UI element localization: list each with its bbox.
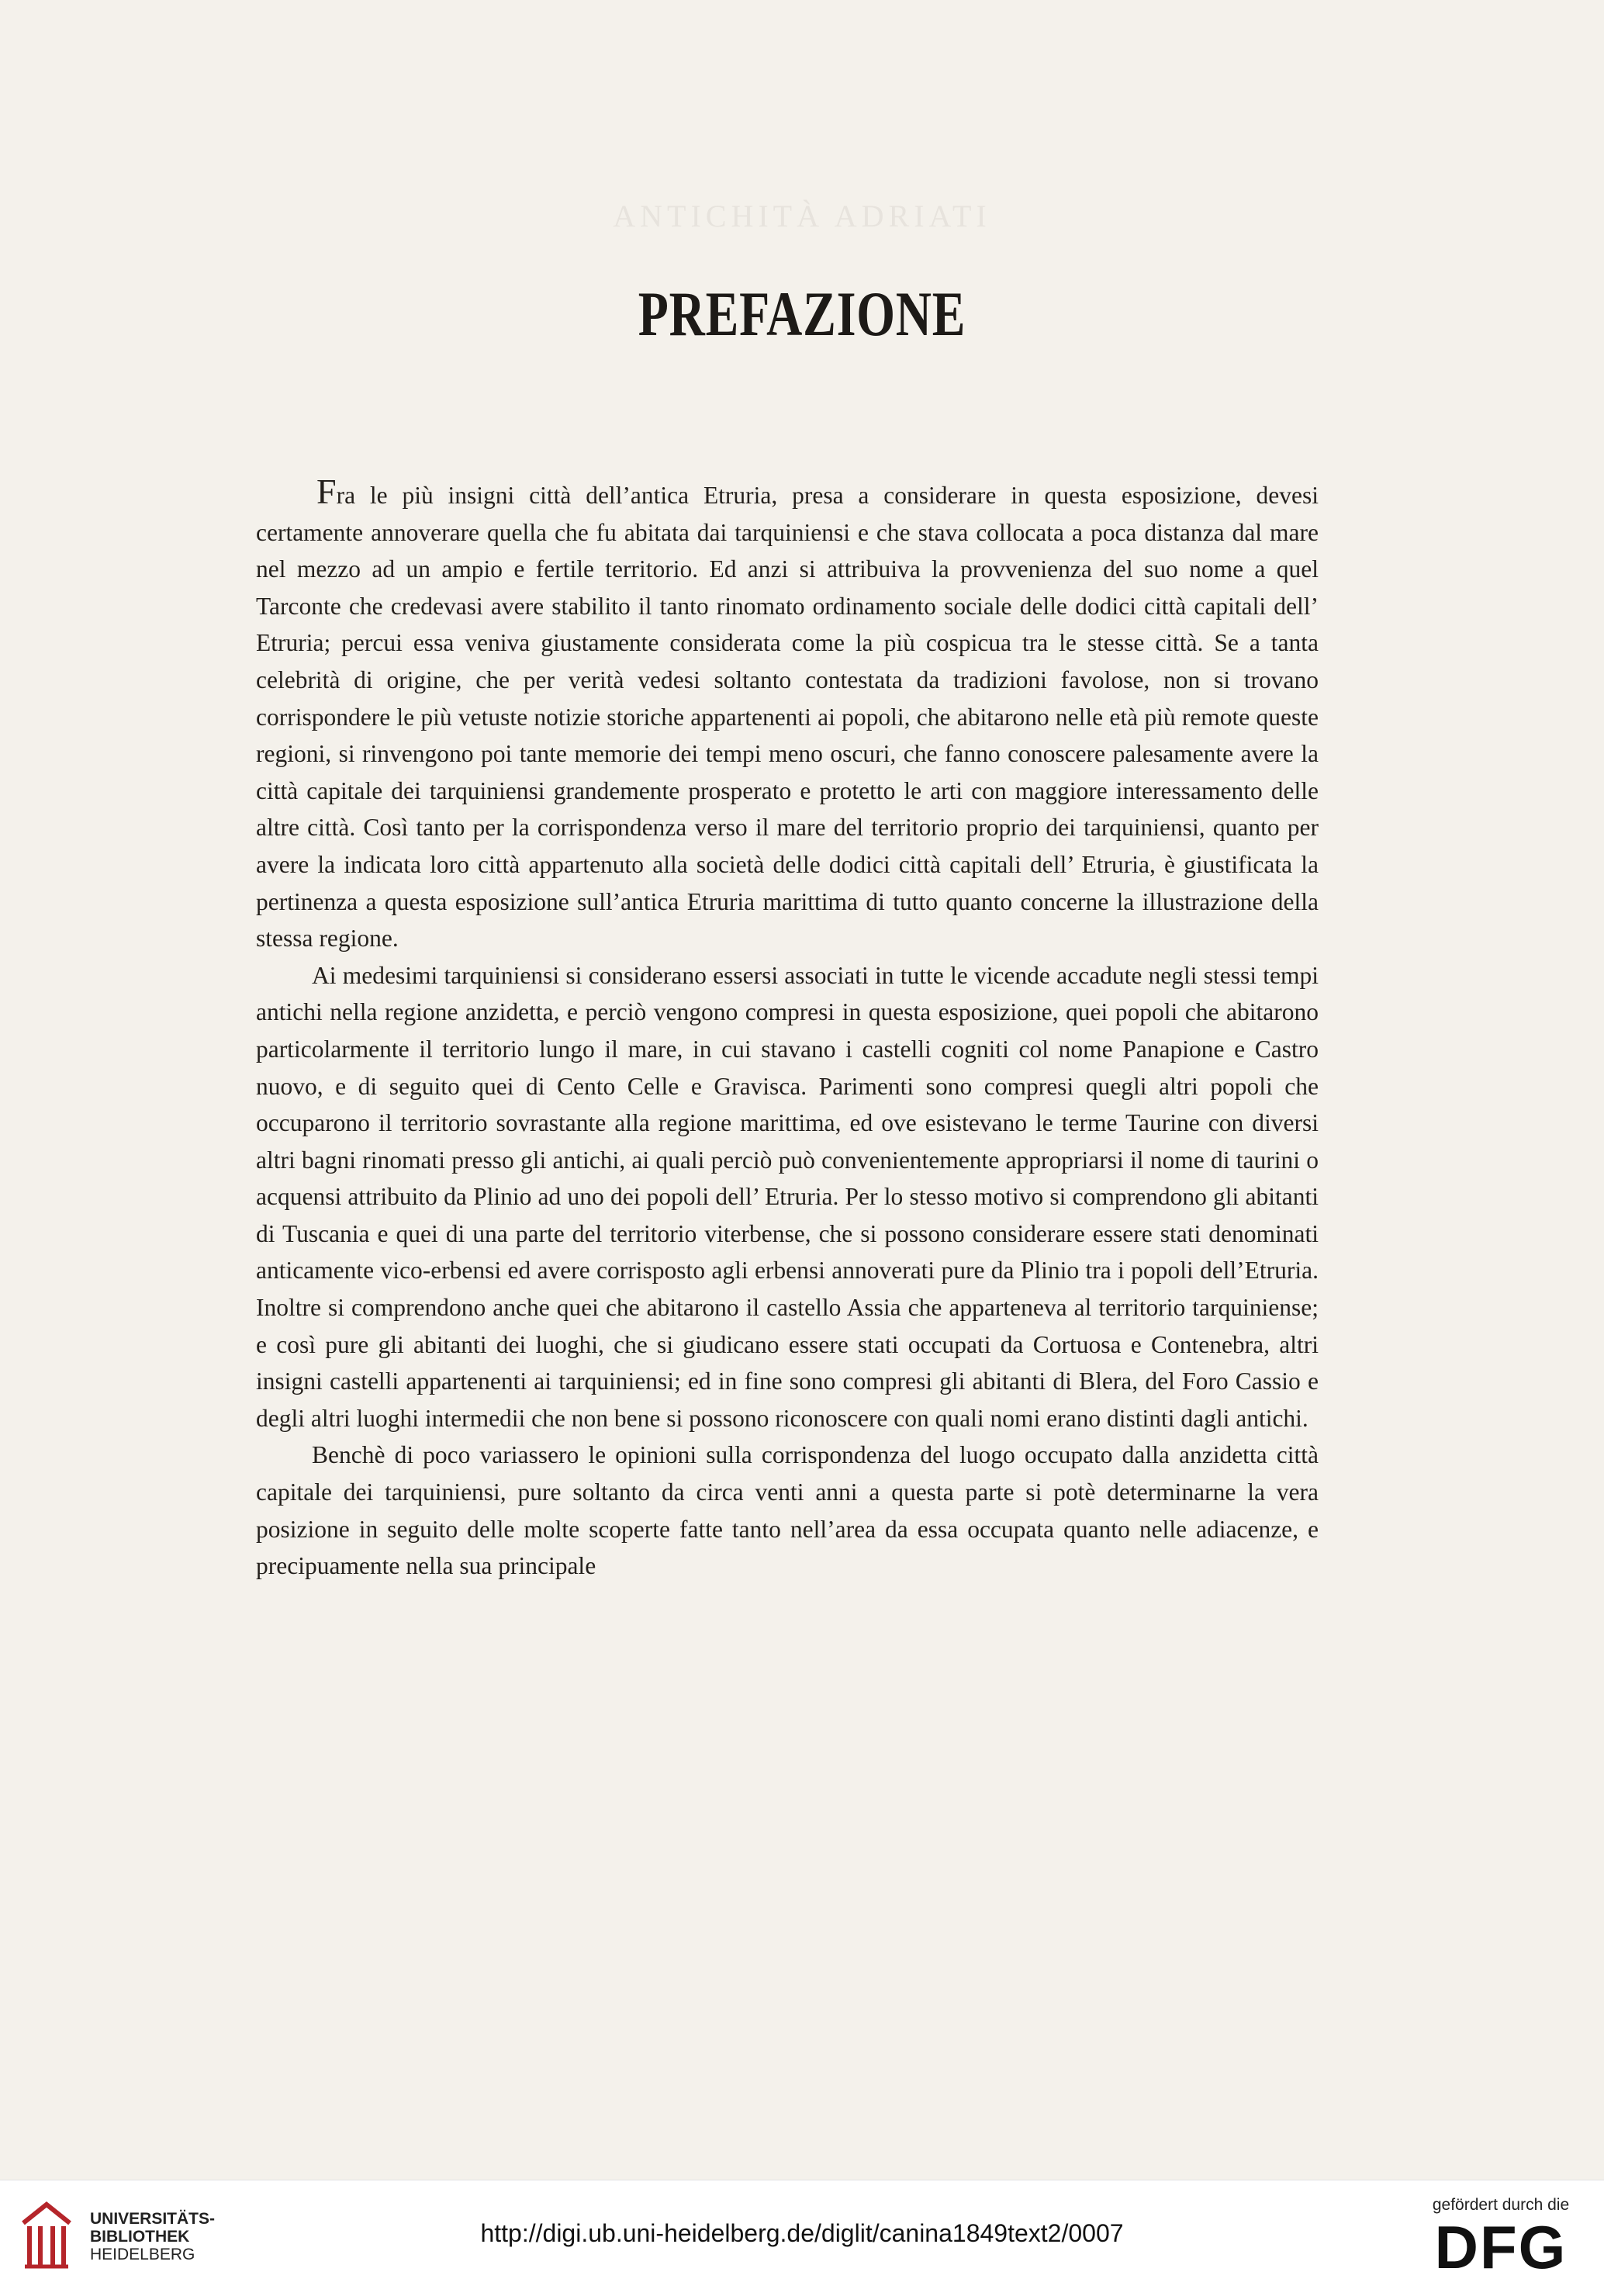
paragraph-1 [256,473,1319,957]
permalink-url[interactable]: http://digi.ub.uni-heidelberg.de/diglit/canina1849text2/0007 [480,2219,1124,2247]
paragraph-2: Ai medesimi tarquiniensi si considerano essersi associati in tutte le vicende accadute negli stessi tempi antichi nella regione anzidetta, e perciò vengono compresi in questa esposizione, quei popoli che abitarono particolarmente il territorio lungo il mare, in cui stavano i castelli cogniti col nome Panapione e Castro nuovo, e di seguito quei di Cento Celle e Gravisca. Parimenti sono compresi quegli altri popoli che occuparono il territorio sovrastante alla regione marittima, ed ove esistevano le terme Taurine con diversi altri bagni rinomati presso gli antichi, ai quali perciò può convenientemente appropriarsi il nome di taurini o acquensi attribuito da Plinio ad uno dei popoli dell’ Etruria. Per lo stesso motivo si comprendono gli abitanti di Tuscania e quei di una parte del territorio viterbense, che si possono considerare essere stati denominati anticamente vico-erbensi ed avere corrisposto agli erbensi annoverati pure da Plinio tra i popoli dell’Etruria. Inoltre si comprendono anche quei che abitarono il castello Assia che apparteneva al territorio tarquiniense; e così pure gli abitanti dei luoghi, che si giudicano essere stati occupati da Cortuosa e Contenebra, altri insigni castelli appartenenti ai tarquiniensi; ed in fine sono compresi gli abitanti di Blera, del Foro Cassio e degli altri luoghi intermedii che non bene si possono riconoscere con quali nomi erano distinti dagli antichi. [256,961,1319,1432]
paragraph-1-text: ra le più insigni città dell’antica Etruria, presa a considerare in questa esposizione, devesi certamente annoverare quella che fu abitata dai tarquiniensi e che stava collocata a poca distanza dal mare nel mezzo ad un ampio e fertile territorio. Ed anzi si attribuiva la provvenienza del suo nome a quel Tarconte che credevasi avere stabilito il tanto rinomato ordinamento sociale delle dodici città capitali dell’ Etruria; percui essa veniva giustamente considerata come la più cospicua tra le stesse città. Se a tanta celebrità di origine, che per verità vedesi soltanto contestata da tradizioni favolose, non si trovano corrispondere le più vetuste notizie storiche appartenenti ai popoli, che abitarono nelle età più remote queste regioni, si rinvengono poi tante memorie dei tempi meno oscuri, che fanno conoscere palesamente avere la città capitale dei tarquiniensi grandemente prosperato e protetto le arti con maggiore interessamento delle altre città. Così tanto per la corrispondenza verso il mare del territorio proprio dei tarquiniensi, quanto per avere la indicata loro città appartenuto alla società delle dodici città capitali dell’ Etruria, è giustificata la pertinenza a questa esposizione sull’antica Etruria marittima di tutto quanto concerne la illustrazione della stessa regione. [256,482,1319,953]
body-text [256,473,1319,1585]
page-title: PREFAZIONE [638,278,966,349]
library-name-line2: BIBLIOTHEK [90,2228,190,2246]
drop-cap: F [316,472,337,511]
bleed-through-heading: ANTICHITÀ ADRIATI [613,199,991,233]
sponsor-label: gefördert durch die [1432,2196,1570,2214]
viewer-footer [0,2180,1604,2296]
dfg-logo: DFG [1434,2213,1568,2281]
sponsor-block[interactable] [1419,2196,1582,2280]
library-name-line1: UNIVERSITÄTS- [90,2210,216,2228]
library-name-line3: HEIDELBERG [90,2246,195,2263]
paragraph-3: Benchè di poco variassero le opinioni sulla corrispondenza del luogo occupato dalla anzidetta città capitale dei tarquiniensi, pure soltanto da circa venti anni a questa parte si potè determinarne la vera posizione in seguito delle molte scoperte fatte tanto nell’area da essa occupata quanto nelle adiacenze, e precipuamente nella sua principale [256,1441,1319,1580]
